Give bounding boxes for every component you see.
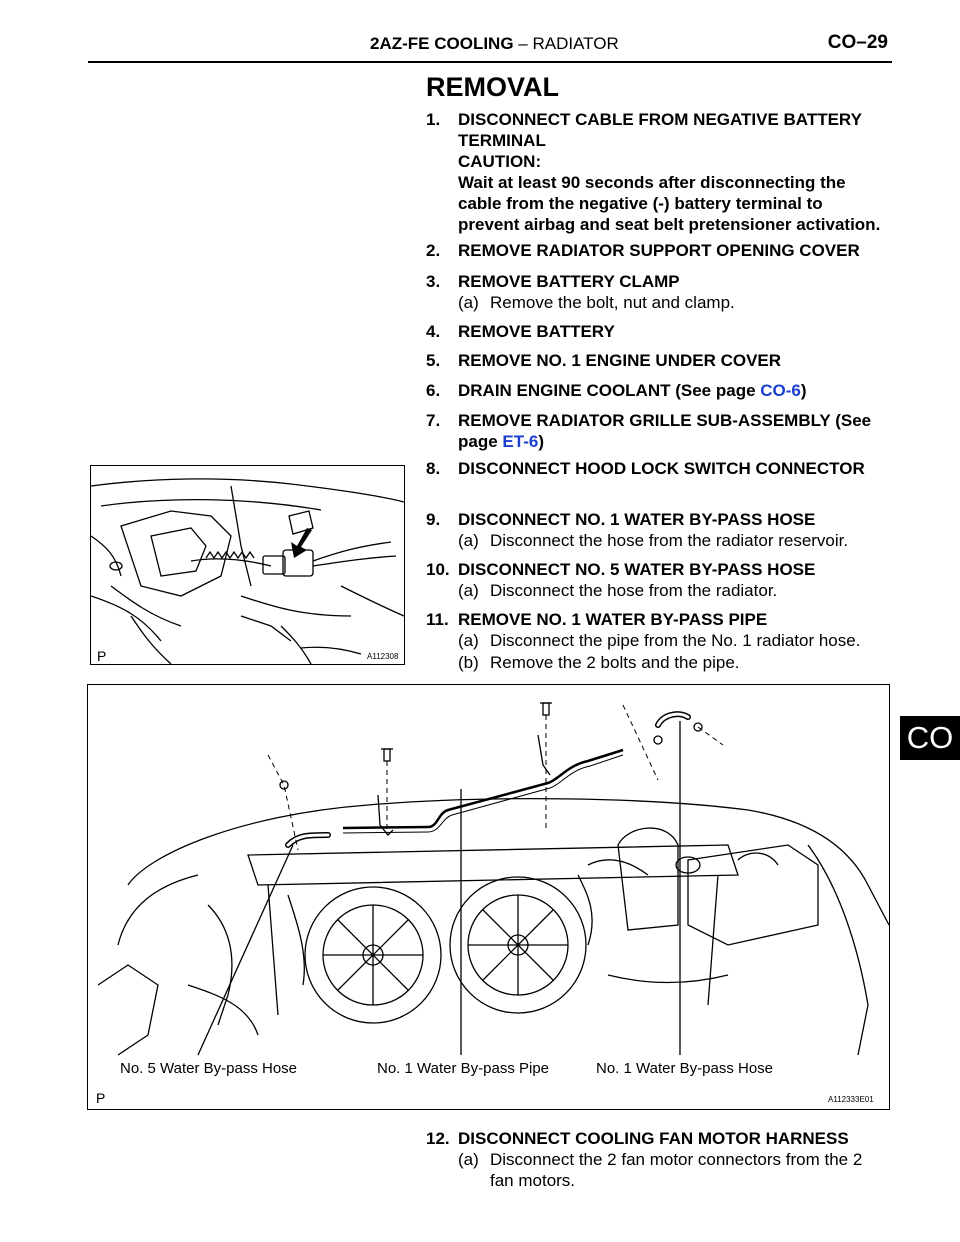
- step-6: [426, 380, 896, 401]
- callout-no5-water-bypass-hose: No. 5 Water By-pass Hose: [120, 1060, 298, 1077]
- step-text: ): [800, 381, 807, 400]
- substep-label: (a): [458, 631, 479, 650]
- step-number: 4.: [426, 322, 441, 341]
- step-text: DISCONNECT CABLE FROM NEGATIVE BATTERY: [458, 110, 862, 129]
- substep-3a: [458, 292, 898, 313]
- figure-code: A112333E01: [828, 1095, 874, 1104]
- substep-label: (a): [458, 581, 479, 600]
- running-header: [370, 34, 619, 54]
- step-1: [426, 109, 896, 235]
- substep-text: Disconnect the hose from the radiator.: [490, 581, 778, 600]
- substep-12a: [458, 1149, 898, 1191]
- substep-label: (a): [458, 293, 479, 312]
- step-12: [426, 1128, 896, 1149]
- step-text: ): [538, 432, 544, 451]
- step-text: REMOVE NO. 1 ENGINE UNDER COVER: [458, 351, 782, 370]
- step-text: REMOVE BATTERY: [458, 322, 615, 341]
- step-text: DISCONNECT COOLING FAN MOTOR HARNESS: [458, 1129, 849, 1148]
- step-5: [426, 350, 896, 371]
- step-text: REMOVE RADIATOR SUPPORT OPENING COVER: [458, 241, 860, 260]
- caution-text: Wait at least 90 seconds after disconnecting the: [458, 173, 846, 192]
- header-section: 2AZ-FE COOLING: [370, 34, 514, 53]
- substep-text: Disconnect the pipe from the No. 1 radiator hose.: [490, 631, 861, 650]
- substep-11b: [458, 652, 898, 673]
- substep-text: Disconnect the 2 fan motor connectors from the 2: [490, 1150, 863, 1169]
- figure-label-p: P: [97, 648, 107, 664]
- substep-label: (b): [458, 653, 479, 672]
- figure-water-bypass: [87, 684, 890, 1110]
- substep-11a: [458, 630, 898, 651]
- step-4: [426, 321, 896, 342]
- figure-code: A112308: [367, 652, 399, 661]
- substep-text: Remove the 2 bolts and the pipe.: [490, 653, 740, 672]
- substep-10a: [458, 580, 898, 601]
- step-9: [426, 509, 896, 530]
- step-11: [426, 609, 896, 630]
- substep-label: (a): [458, 531, 479, 550]
- page-number: CO–29: [827, 32, 888, 53]
- substep-text: Remove the bolt, nut and clamp.: [490, 293, 735, 312]
- step-8: [426, 458, 896, 479]
- step-7: [426, 410, 896, 452]
- step-number: 11.: [426, 610, 449, 629]
- substep-label: (a): [458, 1150, 479, 1169]
- step-number: 9.: [426, 510, 441, 529]
- step-text: DRAIN ENGINE COOLANT (See page: [458, 381, 761, 400]
- step-number: 3.: [426, 272, 441, 291]
- step-number: 5.: [426, 351, 441, 370]
- step-text: REMOVE RADIATOR GRILLE SUB-ASSEMBLY (See: [458, 411, 872, 430]
- radiator-illustration: [88, 685, 889, 1109]
- step-number: 12.: [426, 1129, 450, 1148]
- header-rule: [88, 61, 892, 63]
- page-link-co-6[interactable]: CO-6: [760, 381, 801, 400]
- caution-label: CAUTION:: [458, 152, 542, 171]
- step-number: 6.: [426, 381, 441, 400]
- page-link-et-6[interactable]: ET-6: [502, 432, 539, 451]
- step-number: 10.: [426, 560, 450, 579]
- step-text: page: [458, 432, 503, 451]
- step-number: 8.: [426, 459, 441, 478]
- figure-label-p: P: [96, 1090, 106, 1106]
- step-text: REMOVE BATTERY CLAMP: [458, 272, 680, 291]
- step-text: TERMINAL: [458, 131, 546, 150]
- figure-hood-lock-connector: [90, 465, 405, 665]
- caution-text: cable from the negative (-) battery terminal to: [458, 194, 823, 213]
- step-text: DISCONNECT NO. 5 WATER BY-PASS HOSE: [458, 560, 816, 579]
- step-text: REMOVE NO. 1 WATER BY-PASS PIPE: [458, 610, 768, 629]
- step-2: [426, 240, 896, 261]
- callout-no1-water-bypass-pipe: No. 1 Water By-pass Pipe: [377, 1060, 550, 1077]
- section-tab: CO: [900, 716, 960, 760]
- step-3: [426, 271, 896, 292]
- step-number: 2.: [426, 241, 441, 260]
- substep-text: Disconnect the hose from the radiator reservoir.: [490, 531, 849, 550]
- callout-no1-water-bypass-hose: No. 1 Water By-pass Hose: [596, 1060, 774, 1077]
- step-10: [426, 559, 896, 580]
- header-subsection: – RADIATOR: [518, 34, 619, 53]
- arrow-icon: [291, 528, 312, 558]
- substep-9a: [458, 530, 898, 551]
- engine-bay-illustration: [91, 466, 404, 664]
- step-text: DISCONNECT NO. 1 WATER BY-PASS HOSE: [458, 510, 816, 529]
- caution-text: prevent airbag and seat belt pretensioner activation.: [458, 215, 881, 234]
- step-text: DISCONNECT HOOD LOCK SWITCH CONNECTOR: [458, 459, 865, 478]
- step-number: 1.: [426, 110, 441, 129]
- step-number: 7.: [426, 411, 441, 430]
- page-title: REMOVAL: [426, 72, 559, 102]
- substep-text: fan motors.: [490, 1171, 576, 1190]
